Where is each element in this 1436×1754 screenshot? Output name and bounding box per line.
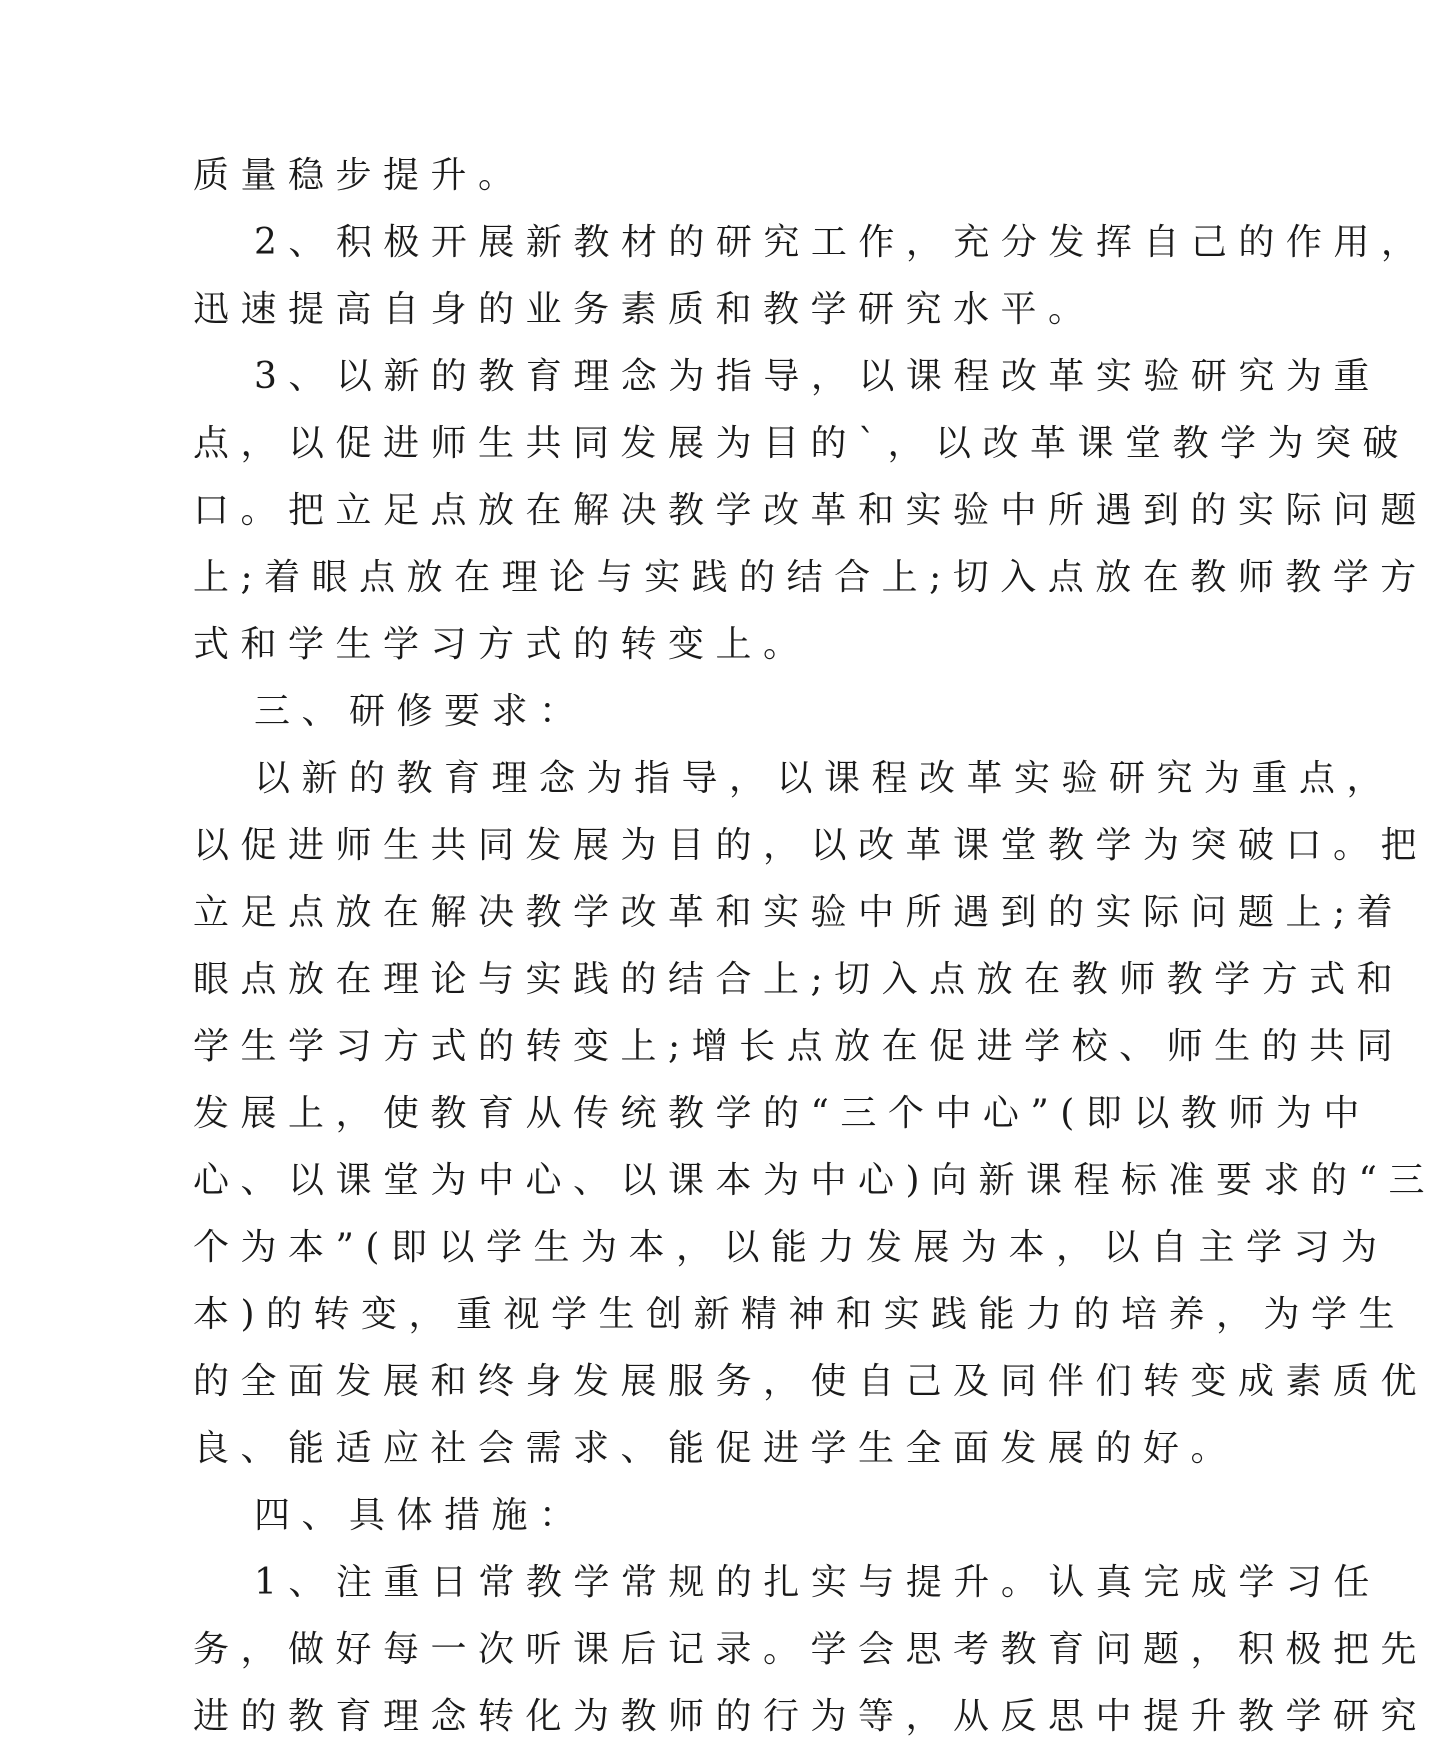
text-line: 务，做好每一次听课后记录。学会思考教育问题，积极把先: [193, 1629, 1429, 1670]
text-line: 以促进师生共同发展为目的，以改革课堂教学为突破口。把: [193, 825, 1429, 866]
text-line: 点，以促进师生共同发展为目的`，以改革课堂教学为突破: [193, 423, 1411, 464]
text-line: 立足点放在解决教学改革和实验中所遇到的实际问题上;着: [193, 892, 1405, 933]
text-line: 良、能适应社会需求、能促进学生全面发展的好。: [193, 1428, 1239, 1469]
text-line: 个为本”(即以学生为本，以能力发展为本，以自主学习为: [193, 1227, 1389, 1268]
text-line: 学生学习方式的转变上;增长点放在促进学校、师生的共同: [193, 1026, 1405, 1067]
text-line: 进的教育理念转化为教师的行为等，从反思中提升教学研究: [193, 1696, 1429, 1737]
text-line: 以新的教育理念为指导，以课程改革实验研究为重点，: [254, 758, 1395, 799]
text-line: 质量稳步提升。: [193, 155, 526, 196]
section-heading: 四、具体措施：: [254, 1495, 587, 1536]
text-line: 2、积极开展新教材的研究工作，充分发挥自己的作用，: [254, 222, 1429, 263]
text-line: 发展上，使教育从传统教学的“三个中心”(即以教师为中: [193, 1093, 1371, 1134]
text-line: 口。把立足点放在解决教学改革和实验中所遇到的实际问题: [193, 490, 1429, 531]
text-line: 心、以课堂为中心、以课本为中心)向新课程标准要求的“三: [193, 1160, 1436, 1201]
text-line: 的全面发展和终身发展服务，使自己及同伴们转变成素质优: [193, 1361, 1429, 1402]
text-line: 1、注重日常教学常规的扎实与提升。认真完成学习任: [254, 1562, 1381, 1603]
section-heading: 三、研修要求：: [254, 691, 587, 732]
text-line: 3、以新的教育理念为指导，以课程改革实验研究为重: [254, 356, 1381, 397]
text-line: 式和学生学习方式的转变上。: [193, 624, 811, 665]
text-line: 上;着眼点放在理论与实践的结合上;切入点放在教师教学方: [193, 557, 1428, 598]
text-line: 迅速提高自身的业务素质和教学研究水平。: [193, 289, 1096, 330]
text-line: 眼点放在理论与实践的结合上;切入点放在教师教学方式和: [193, 959, 1405, 1000]
text-line: 本)的转变，重视学生创新精神和实践能力的培养，为学生: [193, 1294, 1407, 1335]
